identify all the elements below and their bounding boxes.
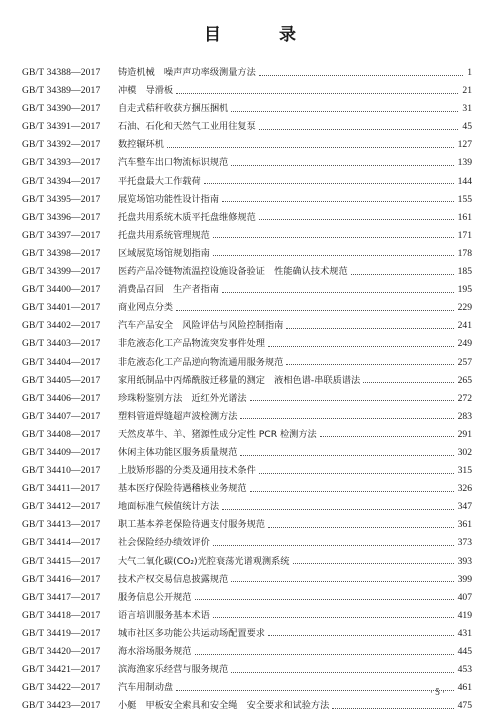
standard-code: GB/T 34411—2017 <box>22 483 100 495</box>
page-ref: 419 <box>457 609 472 621</box>
toc-entry[interactable] <box>22 64 472 82</box>
dot-leader <box>240 418 453 419</box>
dot-leader <box>222 292 454 293</box>
standard-code: GB/T 34390—2017 <box>22 103 101 115</box>
standard-code: GB/T 34420—2017 <box>22 646 101 657</box>
page-title: 目 录 <box>204 25 322 45</box>
page-ref: 229 <box>457 302 472 314</box>
toc-entry[interactable] <box>22 444 472 462</box>
standard-code: GB/T 34400—2017 <box>22 284 101 296</box>
toc-entry[interactable] <box>22 191 472 209</box>
page-ref: 431 <box>457 627 472 639</box>
standard-code: GB/T 34404—2017 <box>22 356 101 368</box>
standard-code: GB/T 34399—2017 <box>22 266 101 278</box>
dot-leader <box>240 455 453 456</box>
dot-leader <box>332 708 453 709</box>
standard-title: 上肢矫形器的分类及通用技术条件 <box>118 465 256 477</box>
page-ref: 373 <box>457 537 472 549</box>
standard-code: GB/T 34418—2017 <box>22 609 101 621</box>
toc-entry[interactable] <box>22 209 472 227</box>
dot-leader <box>213 237 454 238</box>
standard-code: GB/T 34394—2017 <box>22 175 101 187</box>
toc-entry[interactable] <box>22 426 472 444</box>
page-ref: 407 <box>457 591 472 603</box>
toc-entry[interactable] <box>22 82 472 100</box>
dot-leader <box>250 491 454 492</box>
page-ref: 393 <box>457 555 472 567</box>
page-ref: 291 <box>457 428 472 440</box>
dot-leader <box>268 346 454 347</box>
page-ref: 453 <box>457 664 472 676</box>
page-ref: 257 <box>457 356 472 368</box>
dot-leader <box>213 617 454 618</box>
standard-code: GB/T 34421—2017 <box>22 664 101 676</box>
toc-entry[interactable] <box>22 299 472 317</box>
page-number: · 5 · <box>430 687 445 697</box>
standard-title: 技术产权交易信息披露规范 <box>118 573 229 585</box>
standard-code: GB/T 34414—2017 <box>22 537 101 549</box>
dot-leader <box>293 563 454 564</box>
dot-leader <box>268 635 454 636</box>
standard-title: 家用纸制品中丙烯酰胺迁移量的测定 液相色谱-串联质谱法 <box>118 374 361 386</box>
standard-title: 地面标准气候值统计方法 <box>118 501 220 513</box>
toc-entry[interactable] <box>22 281 472 299</box>
standard-title: 托盘共用系统管理规范 <box>118 229 210 241</box>
standard-code: GB/T 34415—2017 <box>22 555 101 567</box>
standard-title: 消费品召回 生产者指南 <box>118 284 220 296</box>
page-ref: 399 <box>457 573 472 585</box>
dot-leader <box>231 111 458 112</box>
standard-title: 塑料管道焊缝超声波检测方法 <box>118 410 238 422</box>
standard-title: 基本医疗保险待遇稽核业务规范 <box>118 483 247 495</box>
standard-code: GB/T 34417—2017 <box>22 591 101 603</box>
toc-entry[interactable] <box>22 317 472 335</box>
toc-entry[interactable] <box>22 625 472 643</box>
toc-entry[interactable] <box>22 480 472 498</box>
standard-code: GB/T 34405—2017 <box>22 374 101 386</box>
toc-entry[interactable] <box>22 516 472 534</box>
page-ref: 445 <box>457 646 472 657</box>
dot-leader <box>213 545 454 546</box>
toc-entry[interactable] <box>22 245 472 263</box>
standard-code: GB/T 34393—2017 <box>22 157 101 169</box>
standard-code: GB/T 34395—2017 <box>22 193 101 205</box>
toc-entry[interactable] <box>22 173 472 191</box>
standard-code: GB/T 34412—2017 <box>22 501 101 513</box>
standard-title: 滨海渔家乐经营与服务规范 <box>118 664 229 676</box>
toc-entry[interactable] <box>22 263 472 281</box>
page-ref: 302 <box>457 446 472 458</box>
standard-code: GB/T 34409—2017 <box>22 446 101 458</box>
toc-entry[interactable] <box>22 661 472 679</box>
standard-code: GB/T 34398—2017 <box>22 247 101 259</box>
dot-leader <box>231 581 453 582</box>
dot-leader <box>250 400 454 401</box>
dot-leader <box>351 274 454 275</box>
standard-title: 天然皮革牛、羊、猪源性成分定性 PCR 检测方法 <box>118 428 317 440</box>
page-ref: 475 <box>457 700 472 712</box>
toc-entry[interactable] <box>22 100 472 118</box>
toc-entry[interactable] <box>22 408 472 426</box>
standard-code: GB/T 34392—2017 <box>22 139 101 151</box>
dot-leader <box>259 129 459 130</box>
page-ref: 161 <box>457 211 472 223</box>
standard-title: 服务信息公开规范 <box>118 591 192 603</box>
standard-code: GB/T 34406—2017 <box>22 392 101 404</box>
dot-leader <box>222 201 454 202</box>
standard-title: 汽车产品安全 风险评估与风险控制指南 <box>118 320 284 332</box>
dot-leader <box>259 75 463 76</box>
standard-title: 石油、石化和天然气工业用往复泵 <box>118 121 256 133</box>
dot-leader <box>195 599 454 600</box>
page-ref: 361 <box>457 519 472 531</box>
dot-leader <box>286 328 453 329</box>
page-ref: 265 <box>457 374 472 386</box>
standard-title: 社会保险经办绩效评价 <box>118 537 210 549</box>
page-ref: 249 <box>457 338 472 350</box>
standard-title: 托盘共用系统木质平托盘维修规范 <box>118 211 256 223</box>
standard-code: GB/T 34408—2017 <box>22 428 101 440</box>
page-ref: 283 <box>457 410 472 422</box>
toc-entry[interactable] <box>22 390 472 408</box>
page-ref: 315 <box>457 465 472 477</box>
toc-entry[interactable] <box>22 372 472 390</box>
dot-leader <box>222 509 454 510</box>
dot-leader <box>167 147 454 148</box>
standard-title: 语言培训服务基本术语 <box>118 609 210 621</box>
standard-title: 珍珠粉鉴别方法 近红外光谱法 <box>118 392 247 404</box>
dot-leader <box>286 364 453 365</box>
standard-title: 平托盘最大工作载荷 <box>118 175 201 187</box>
dot-leader <box>195 654 454 655</box>
page-ref: 139 <box>457 157 472 169</box>
standard-title: 职工基本养老保险待遇支付服务规范 <box>118 519 265 531</box>
dot-leader <box>259 473 454 474</box>
dot-leader <box>176 93 458 94</box>
standard-title: 冲模 导滑板 <box>118 85 174 97</box>
standard-code: GB/T 34423—2017 <box>22 700 101 712</box>
page-ref: 31 <box>462 103 472 115</box>
toc-entry[interactable] <box>22 589 472 607</box>
standard-code: GB/T 34396—2017 <box>22 211 101 223</box>
standard-title: 非危液态化工产品逆向物流通用服务规范 <box>118 356 284 368</box>
standard-title: 汽车整车出口物流标识规范 <box>118 157 229 169</box>
toc-entry[interactable] <box>22 571 472 589</box>
page-ref: 347 <box>457 501 472 513</box>
page-ref: 171 <box>457 229 472 241</box>
toc-entry[interactable] <box>22 227 472 245</box>
page-ref: 21 <box>462 85 472 97</box>
page-ref: 185 <box>457 266 472 278</box>
table-of-contents <box>22 64 472 715</box>
standard-code: GB/T 34422—2017 <box>22 682 101 694</box>
standard-code: GB/T 34413—2017 <box>22 519 101 531</box>
standard-title: 非危液态化工产品物流突发事件处理 <box>118 338 265 350</box>
toc-entry[interactable] <box>22 498 472 516</box>
dot-leader <box>259 219 454 220</box>
standard-title: 汽车用制动盘 <box>118 682 174 694</box>
standard-title: 数控辗环机 <box>118 139 164 151</box>
page-ref: 45 <box>462 121 472 133</box>
standard-code: GB/T 34389—2017 <box>22 85 101 97</box>
page-ref: 144 <box>457 175 472 187</box>
standard-title: 海水浴场服务规范 <box>118 646 192 657</box>
dot-leader <box>204 183 454 184</box>
standard-title: 区域展览场馆规划指南 <box>118 247 210 259</box>
standard-code: GB/T 34410—2017 <box>22 465 101 477</box>
standard-title: 铸造机械 噪声声功率级测量方法 <box>118 67 256 78</box>
standard-code: GB/T 34391—2017 <box>22 121 101 133</box>
dot-leader <box>320 436 454 437</box>
page-ref: 1 <box>467 67 472 78</box>
dot-leader <box>363 382 453 383</box>
standard-code: GB/T 34397—2017 <box>22 229 101 241</box>
standard-title: 休闲主体功能区服务质量规范 <box>118 446 238 458</box>
standard-title: 城市社区多功能公共运动场配置要求 <box>118 627 265 639</box>
toc-entry[interactable] <box>22 607 472 625</box>
toc-entry[interactable] <box>22 697 472 715</box>
toc-entry[interactable] <box>22 354 472 372</box>
toc-entry[interactable] <box>22 462 472 480</box>
page-ref: 127 <box>457 139 472 151</box>
standard-title: 小艇 甲板安全索具和安全绳 安全要求和试验方法 <box>118 700 330 712</box>
standard-title: 大气二氧化碳(CO₂)光腔衰荡光谱观测系统 <box>118 555 290 567</box>
dot-leader <box>176 310 453 311</box>
standard-code: GB/T 34402—2017 <box>22 320 101 332</box>
standard-title: 自走式秸秆收获方捆压捆机 <box>118 103 229 115</box>
page-ref: 195 <box>457 284 472 296</box>
toc-entry[interactable] <box>22 643 472 661</box>
standard-code: GB/T 34401—2017 <box>22 302 101 314</box>
page-ref: 241 <box>457 320 472 332</box>
toc-entry[interactable] <box>22 534 472 552</box>
page-ref: 326 <box>457 483 472 495</box>
standard-code: GB/T 34407—2017 <box>22 410 101 422</box>
standard-code: GB/T 34388—2017 <box>22 67 101 78</box>
standard-title: 商业网点分类 <box>118 302 174 314</box>
page-ref: 272 <box>457 392 472 404</box>
toc-entry[interactable] <box>22 154 472 172</box>
standard-title: 医药产品冷链物流温控设施设备验证 性能确认技术规范 <box>118 266 348 278</box>
toc-entry[interactable] <box>22 679 472 697</box>
toc-entry[interactable] <box>22 136 472 154</box>
dot-leader <box>231 672 453 673</box>
page-ref: 178 <box>457 247 472 259</box>
dot-leader <box>213 255 454 256</box>
standard-title: 展览场馆功能性设计指南 <box>118 193 220 205</box>
toc-entry[interactable] <box>22 335 472 353</box>
standard-code: GB/T 34419—2017 <box>22 627 101 639</box>
dot-leader <box>176 690 453 691</box>
toc-entry[interactable] <box>22 553 472 571</box>
dot-leader <box>268 527 454 528</box>
standard-code: GB/T 34403—2017 <box>22 338 101 350</box>
page-ref: 461 <box>457 682 472 694</box>
toc-entry[interactable] <box>22 118 472 136</box>
page-ref: 155 <box>457 193 472 205</box>
standard-code: GB/T 34416—2017 <box>22 573 101 585</box>
dot-leader <box>231 165 453 166</box>
